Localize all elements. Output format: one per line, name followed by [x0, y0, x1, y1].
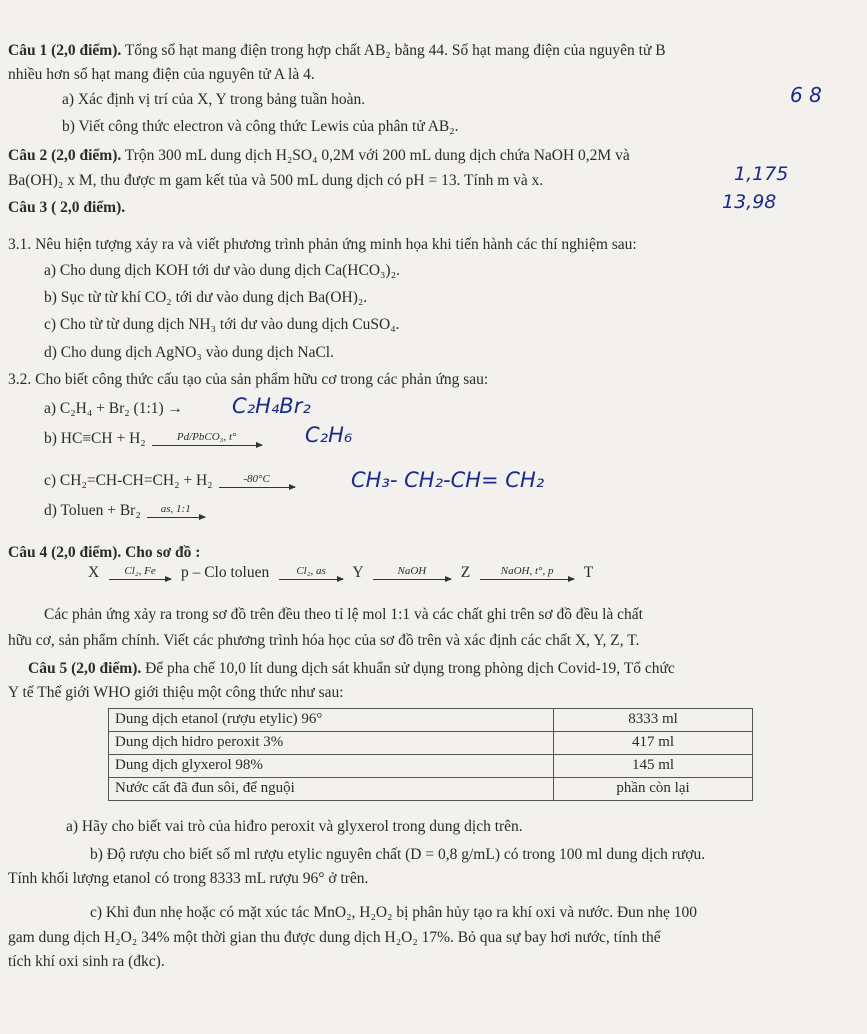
who-formula-table — [108, 708, 753, 801]
q1-a: a) Xác định vị trí của X, Y trong bảng tuần hoàn. — [62, 91, 366, 108]
table-cell: Dung dịch etanol (rượu etylic) 96° — [109, 709, 554, 732]
arrow-rc — [219, 474, 295, 488]
scheme-arrow-4 — [480, 566, 574, 580]
q3-s1: 3.1. Nêu hiện tượng xảy ra và viết phương trình phản ứng minh họa khi tiến hành các thí nghiệm sau: — [8, 236, 637, 253]
q4-title: Câu 4 (2,0 điểm). Cho sơ đồ : — [8, 544, 201, 561]
q3-rc-cond: -80°C — [243, 473, 270, 486]
q5-title: Câu 5 (2,0 điểm). — [28, 660, 142, 677]
q3-rb-cond: Pd/PbCO₃, t° — [176, 431, 237, 444]
q4-line1: Các phản ứng xảy ra trong sơ đồ trên đều theo tỉ lệ mol 1:1 và các chất ghi trên sơ đồ đều là chất — [44, 606, 643, 623]
q5-line2: Y tế Thế giới WHO giới thiệu một công thức như sau: — [8, 684, 344, 701]
scheme-arrow-1 — [109, 566, 171, 580]
scheme-x: X — [88, 564, 100, 581]
table-cell: Dung dịch glyxerol 98% — [109, 755, 554, 778]
scheme-p-clotoluen: p – Clo toluen — [180, 564, 270, 581]
q2-line2: Ba(OH)₂ x M, thu được m gam kết tủa và 500 mL dung dịch có pH = 13. Tính m và x. — [8, 172, 544, 189]
arrow-shaft — [219, 487, 295, 488]
arrow-shaft — [279, 579, 343, 580]
table-row — [109, 732, 753, 755]
arrow-rd — [147, 504, 205, 518]
scheme-arrow-3 — [373, 566, 451, 580]
arrow-shaft — [373, 579, 451, 580]
q5-b2: Tính khối lượng etanol có trong 8333 mL rượu 96° ở trên. — [8, 870, 369, 887]
scheme-z: Z — [460, 564, 471, 581]
q1-line1 — [8, 42, 666, 60]
q4-scheme — [88, 564, 593, 582]
q5-c2: gam dung dịch H₂O₂ 34% một thời gian thu được dung dịch H₂O₂ 17%. Bỏ qua sự bay hơi nước, tính thể — [8, 929, 661, 946]
q3-title: Câu 3 ( 2,0 điểm). — [8, 199, 126, 216]
q4-line2: hữu cơ, sản phẩm chính. Viết các phương trình hóa học của sơ đồ trên và xác định các chất X, Y, Z, T. — [8, 632, 640, 649]
arrow-shaft — [480, 579, 574, 580]
table-cell: 417 ml — [554, 732, 753, 755]
q3-rd-cond: as, 1:1 — [160, 503, 191, 516]
table-row — [109, 755, 753, 778]
arrow-rb — [152, 432, 262, 446]
q5-c3: tích khí oxi sinh ra (đkc). — [8, 953, 165, 970]
handwritten-note-2: 1,175 — [734, 163, 789, 185]
q1-line2: nhiều hơn số hạt mang điện của nguyên tử A là 4. — [8, 66, 315, 83]
table-cell: Nước cất đã đun sôi, để nguội — [109, 778, 554, 801]
scheme-t: T — [583, 564, 594, 581]
handwritten-answer-b: C₂H₆ — [305, 423, 353, 447]
q1-b: b) Viết công thức electron và công thức Lewis của phân tử AB₂. — [62, 118, 459, 135]
q3-rc — [44, 472, 301, 490]
q3-rb-text: b) HC≡CH + H₂ — [44, 430, 146, 447]
q5-a: a) Hãy cho biết vai trò của hiđro peroxit và glyxerol trong dung dịch trên. — [66, 818, 523, 835]
q2-text1: Trộn 300 mL dung dịch H₂SO₄ 0,2M với 200 mL dung dịch chứa NaOH 0,2M và — [124, 147, 630, 164]
q1-title: Câu 1 (2,0 điểm). — [8, 42, 122, 59]
table-cell: phần còn lại — [554, 778, 753, 801]
q3-rb — [44, 430, 268, 448]
q3-rc-text: c) CH₂=CH-CH=CH₂ + H₂ — [44, 472, 213, 489]
q2-title: Câu 2 (2,0 điểm). — [8, 147, 122, 164]
q5-c1: c) Khi đun nhẹ hoặc có mặt xúc tác MnO₂, H₂O₂ bị phân hủy tạo ra khí oxi và nước. Đun nhẹ 100 — [90, 904, 698, 921]
table-cell: Dung dịch hidro peroxit 3% — [109, 732, 554, 755]
scheme-cond-1: Cl₂, Fe — [124, 565, 156, 578]
q3-a: a) Cho dung dịch KOH tới dư vào dung dịch Ca(HCO₃)₂. — [44, 262, 400, 279]
table-cell: 8333 ml — [554, 709, 753, 732]
q3-d: d) Cho dung dịch AgNO₃ vào dung dịch NaCl. — [44, 344, 334, 361]
q3-c: c) Cho từ từ dung dịch NH₃ tới dư vào dung dịch CuSO₄. — [44, 316, 400, 333]
q3-s2: 3.2. Cho biết công thức cấu tạo của sản phẩm hữu cơ trong các phản ứng sau: — [8, 371, 489, 388]
handwritten-answer-c: CH₃- CH₂-CH= CH₂ — [351, 468, 545, 492]
scheme-arrow-2 — [279, 566, 343, 580]
q3-rd — [44, 502, 211, 520]
q3-b: b) Sục từ từ khí CO₂ tới dư vào dung dịch Ba(OH)₂. — [44, 289, 368, 306]
arrow-shaft — [109, 579, 171, 580]
q5-b1: b) Độ rượu cho biết số ml rượu etylic nguyên chất (D = 0,8 g/mL) có trong 100 ml dung dịch rượu. — [90, 846, 706, 863]
q5-line1 — [28, 660, 675, 678]
arrow-shaft — [147, 517, 205, 518]
scheme-cond-2: Cl₂, as — [296, 565, 326, 578]
handwritten-note-3: 13,98 — [722, 191, 777, 213]
table-row — [109, 709, 753, 732]
q3-ra: a) C₂H₄ + Br₂ (1:1) → — [44, 400, 184, 417]
scheme-y: Y — [352, 564, 364, 581]
handwritten-note-1: 6 8 — [790, 83, 822, 107]
q3-rd-text: d) Toluen + Br₂ — [44, 502, 141, 519]
table-cell: 145 ml — [554, 755, 753, 778]
q5-text1: Để pha chế 10,0 lít dung dịch sát khuẩn sử dụng trong phòng dịch Covid-19, Tổ chức — [145, 660, 675, 677]
q2-line1 — [8, 147, 630, 165]
handwritten-answer-a: C₂H₄Br₂ — [232, 394, 311, 418]
table-row — [109, 778, 753, 801]
scheme-cond-3: NaOH — [397, 565, 427, 578]
q1-text1: Tổng số hạt mang điện trong hợp chất AB₂ bằng 44. Số hạt mang điện của nguyên tử B — [124, 42, 666, 59]
scheme-cond-4: NaOH, t°, p — [500, 565, 554, 578]
arrow-shaft — [152, 445, 262, 446]
